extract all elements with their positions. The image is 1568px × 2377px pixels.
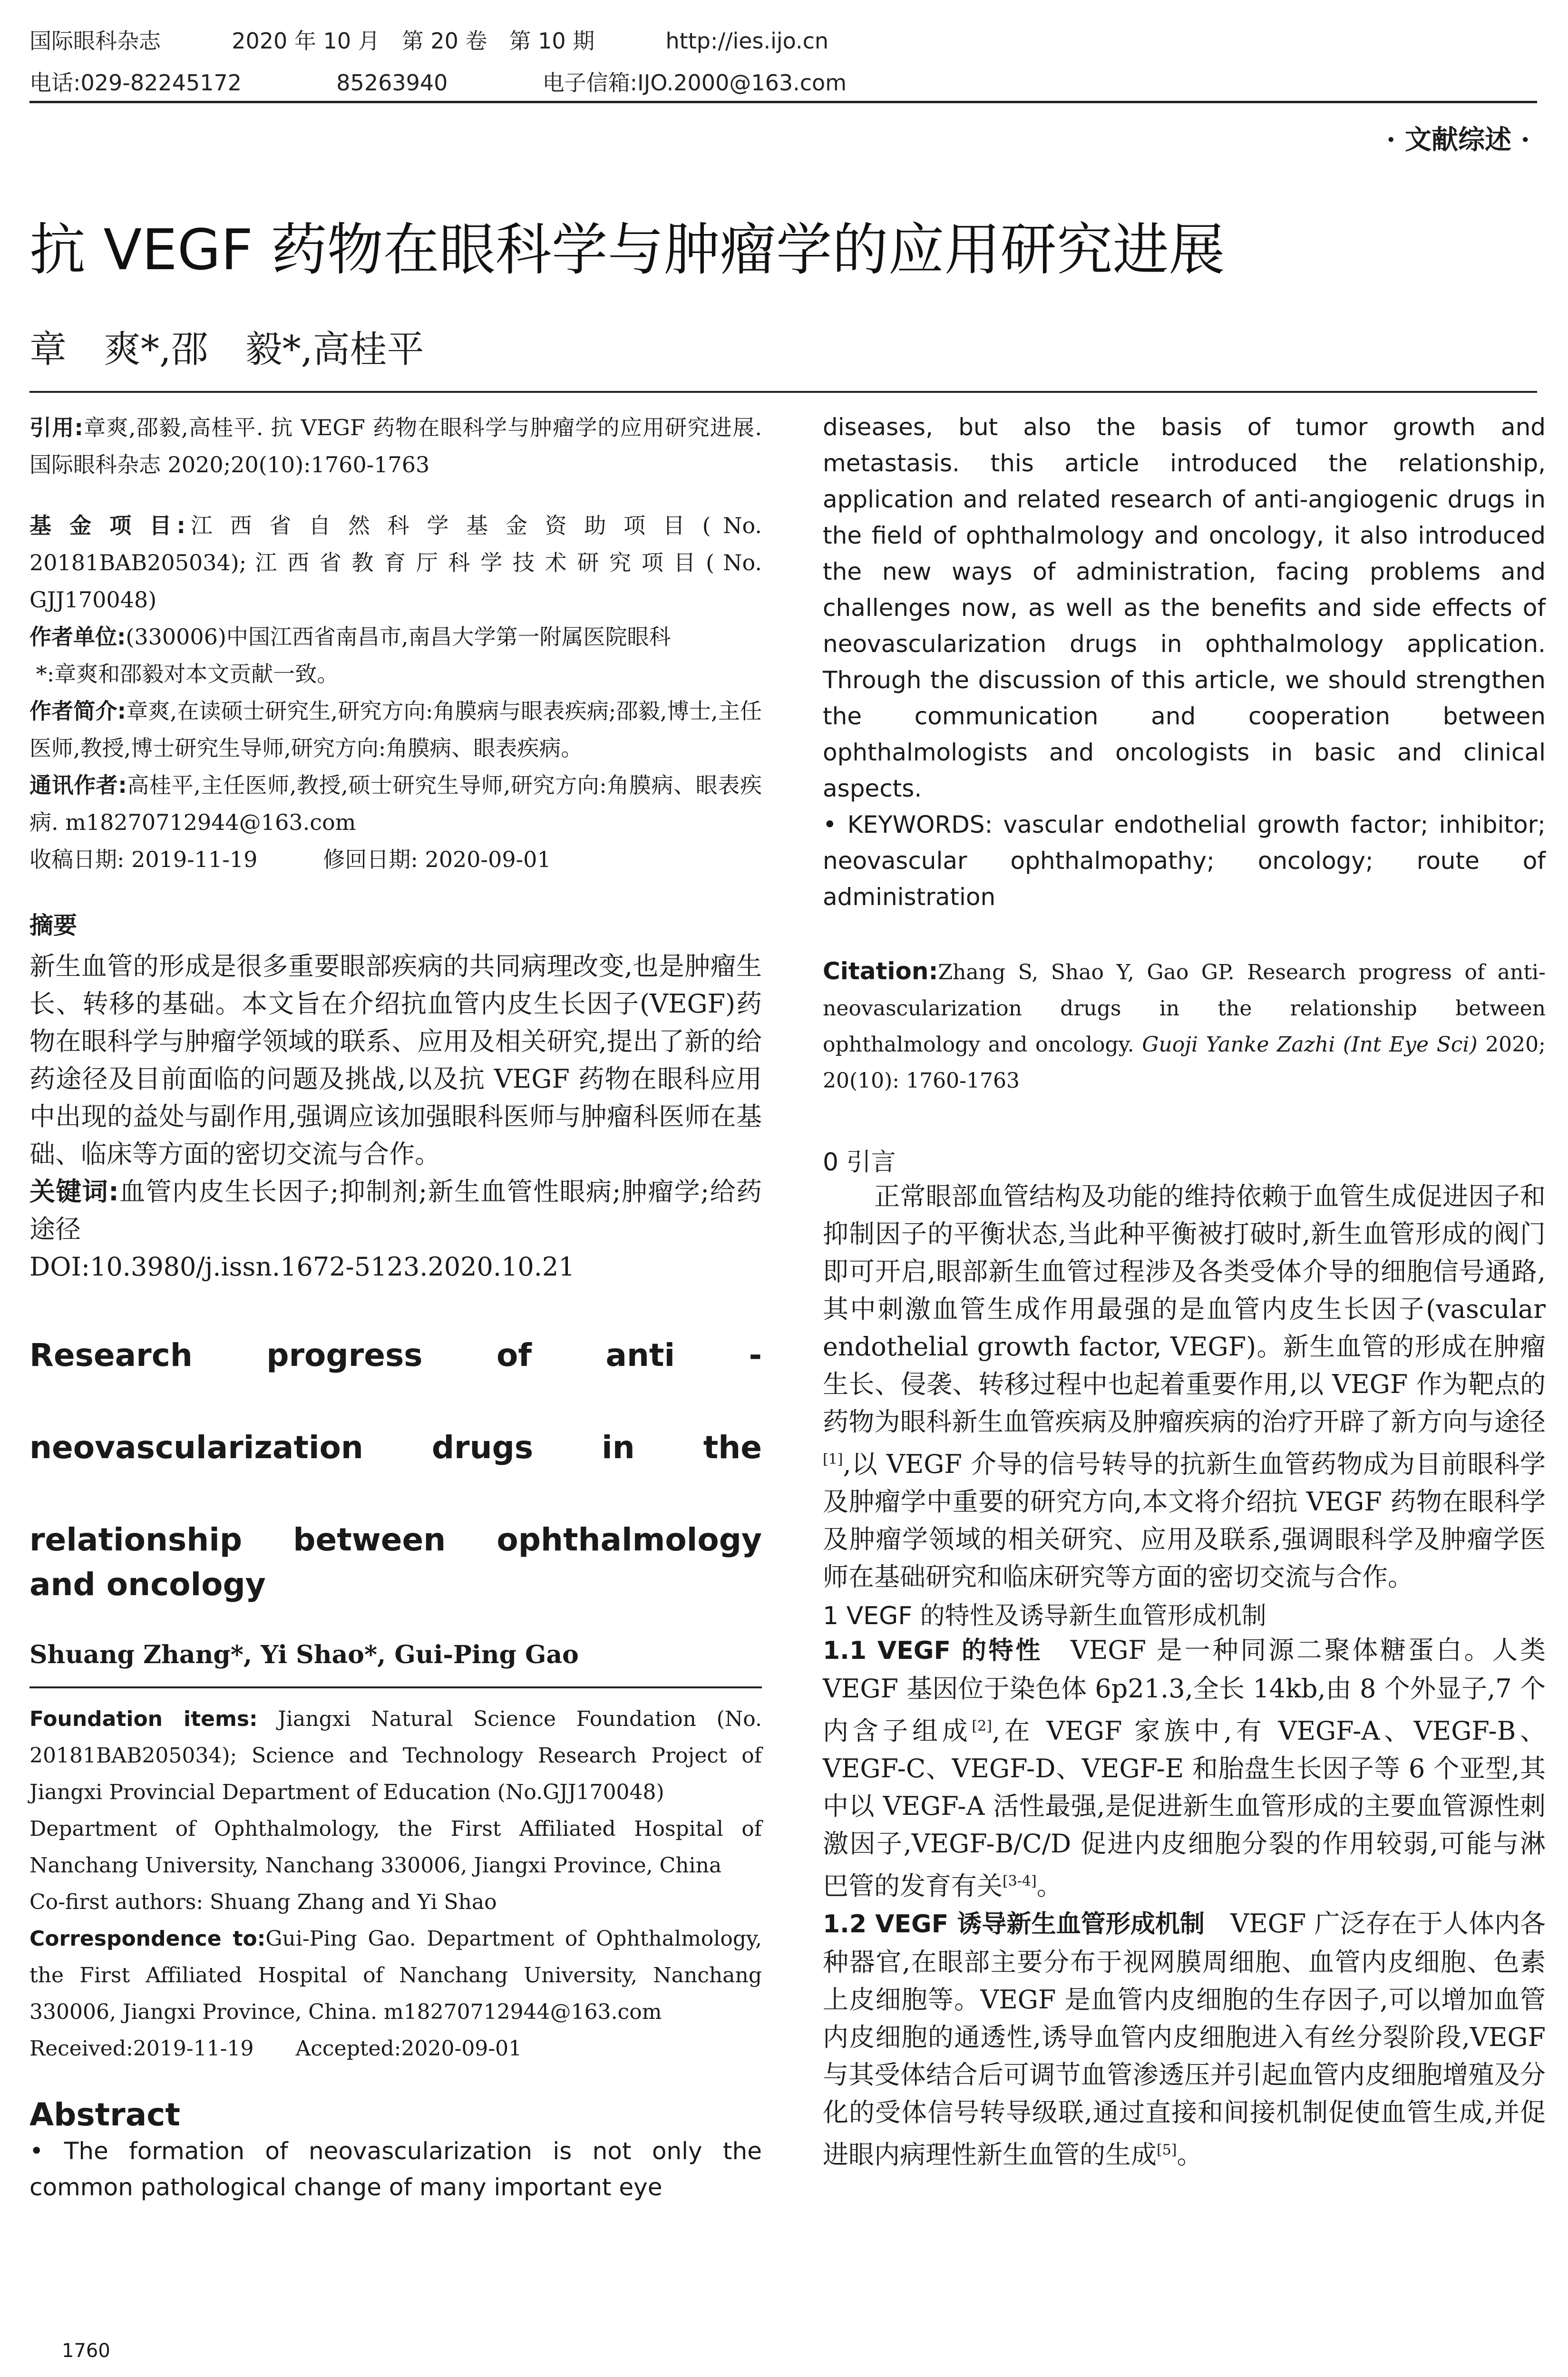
abstract-cn-heading: 摘要 (29, 912, 77, 939)
journal-issue: 2020 年 10 月 第 20 卷 第 10 期 (232, 28, 595, 54)
keywords-cn: 关键词:血管内皮生长因子;抑制剂;新生血管性眼病;肿瘤学;给药途径 (29, 1177, 762, 1244)
en-title-line-4: and oncology (29, 1566, 266, 1603)
title-rule (29, 391, 1537, 393)
abstract-en-start: • The formation of neovascularization is not only the common pathological change of many important eye (29, 2137, 762, 2201)
abstract-en-cont: diseases, but also the basis of tumor growth and metastasis. this article introduced the relationship, application and related research of anti-angiogenic drugs in the field of ophthalmology and oncology, it also introduced the new ways of administration, facing problems and challenges now, as well as the benefits and side effects of neovascularization drugs in ophthalmology application. Through the discussion of this article, we should strengthen the communication and cooperation between ophthalmologists and oncologists in basic and clinical aspects. (823, 413, 1546, 802)
abstract-cn: 新生血管的形成是很多重要眼部疾病的共同病理改变,也是肿瘤生长、转移的基础。本文旨在介绍抗血管内皮生长因子(VEGF)药物在眼科学与肿瘤学领域的联系、应用及相关研究,提出了新的给药途径及目前面临的问题及挑战,以及抗 VEGF 药物在眼科应用中出现的益处与副作用,强调应该加强眼科医师与肿瘤科医师在基础、临床等方面的密切交流与合作。 (29, 951, 762, 1169)
citation-en: Citation:Zhang S, Shao Y, Gao GP. Research progress of anti-neovascularization drugs in the relationship between ophthalmology and oncology. Guoji Yanke Zazhi (Int Eye Sci) 2020; 20(10): 1760-1763 (823, 957, 1546, 1093)
ref-2[interactable]: [2] (972, 1718, 992, 1734)
bio-cn: 作者简介:章爽,在读硕士研究生,研究方向:角膜病与眼表疾病;邵毅,博士,主任医师,教授,博士研究生导师,研究方向:角膜病、眼表疾病。 (29, 698, 762, 761)
authors-rule (29, 1686, 762, 1688)
intro-paragraph: 正常眼部血管结构及功能的维持依赖于血管生成促进因子和抑制因子的平衡状态,当此种平衡被打破时,新生血管形成的阀门即可开启,眼部新生血管过程涉及各类受体介导的细胞信号通路,其中刺激血管生成作用最强的是血管内皮生长因子(vascular endothelial growth factor, VEGF)。新生血管的形成在肿瘤生长、侵袭、转移过程中也起着重要作用,以 VEGF 作为靶点的药物为眼科新生血管疾病及肿瘤疾病的治疗开辟了新方向与途径[1],以 VEGF 介导的信号转导的抗新生血管药物成为目前眼科学及肿瘤学中重要的研究方向,本文将介绍抗 VEGF 药物在眼科学及肿瘤学领域的相关研究、应用及联系,强调眼科学及肿瘤学医师在基础研究和临床研究等方面的密切交流与合作。 (823, 1181, 1546, 1592)
dept-en: Department of Ophthalmology, the First Affiliated Hospital of Nanchang University, Nanchang 330006, Jiangxi Province, China (29, 1817, 762, 1878)
unit-cn: 作者单位:(330006)中国江西省南昌市,南昌大学第一附属医院眼科 (29, 624, 671, 650)
contact-phone: 电话:029-82245172 (29, 70, 242, 96)
page-number: 1760 (62, 2340, 110, 2362)
abstract-en-heading: Abstract (29, 2096, 180, 2133)
en-title-line-1: Research progress of anti - (29, 1337, 762, 1374)
authors-cn: 章 爽*,邵 毅*,高桂平 (29, 328, 424, 371)
fund-cn: 基 金 项 目:江 西 省 自 然 科 学 基 金 资 助 项 目 ( No. 20181BAB205034); 江 西 省 教 育 厅 科 学 技 术 研 究 项 目 ( No. GJJ170048) (29, 513, 762, 613)
corr-en: Correspondence to:Gui-Ping Gao. Department of Ophthalmology, the First Affiliated Hospital of Nanchang University, Nanchang 330006, Jiangxi Province, China. m18270712944@163.com (29, 1927, 762, 2024)
equal-note: *:章爽和邵毅对本文贡献一致。 (36, 661, 339, 687)
journal-name: 国际眼科杂志 (29, 28, 161, 54)
right-column (823, 409, 1546, 2173)
received-cn: 收稿日期: 2019-11-19 修回日期: 2020-09-01 (29, 847, 551, 872)
section-1-1-paragraph: 1.1 VEGF 的特性 VEGF 是一种同源二聚体糖蛋白。人类 VEGF 基因位于染色体 6p21.3,全长 14kb,由 8 个外显子,7 个内含子组成[2],在 VEGF 家族中,有 VEGF-A、VEGF-B、VEGF-C、VEGF-D、VEGF-E 和胎盘生长因子等 6 个亚型,其中以 VEGF-A 活性最强,是促进新生血管形成的主要血管源性刺激因子,VEGF-B/C/D 促进内皮细胞分裂的作用较弱,可能与淋巴管的发育有关[3-4]。 (823, 1635, 1546, 1901)
doi[interactable]: DOI:10.3980/j.issn.1672-5123.2020.10.21 (29, 1252, 575, 1282)
en-title-line-2: neovascularization drugs in the (29, 1429, 762, 1466)
ref-5[interactable]: [5] (1157, 2142, 1177, 2158)
section-1-heading: 1 VEGF 的特性及诱导新生血管形成机制 (823, 1602, 1266, 1630)
journal-header (29, 24, 828, 55)
authors-en: Shuang Zhang*, Yi Shao*, Gui-Ping Gao (29, 1640, 579, 1669)
header-rule (29, 101, 1537, 103)
contact-header (29, 66, 847, 97)
en-title-line-3: relationship between ophthalmology (29, 1521, 762, 1558)
cofirst-en: Co-first authors: Shuang Zhang and Yi Shao (29, 1890, 497, 1914)
corr-cn: 通讯作者:高桂平,主任医师,教授,硕士研究生导师,研究方向:角膜病、眼表疾病. m18270712944@163.com (29, 772, 762, 835)
ref-3-4[interactable]: [3-4] (1003, 1873, 1037, 1890)
received-en: Received:2019-11-19 Accepted:2020-09-01 (29, 2036, 522, 2061)
section-1-1-heading: 1.1 VEGF 的特性 (823, 1637, 1043, 1665)
section-1-2-paragraph: 1.2 VEGF 诱导新生血管形成机制 VEGF 广泛存在于人体内各种器官,在眼部主要分布于视网膜周细胞、血管内皮细胞、色素上皮细胞等。VEGF 是血管内皮细胞的生存因子,可以增加血管内皮细胞的通透性,诱导血管内皮细胞进入有丝分裂阶段,VEGF 与其受体结合后可调节血管渗透压并引起血管内皮细胞增殖及分化的受体信号转导级联,通过直接和间接机制促使血管生成,并促进眼内病理性新生血管的生成[5]。 (823, 1909, 1546, 2170)
article-title: 抗 VEGF 药物在眼科学与肿瘤学的应用研究进展 (29, 217, 1225, 283)
fund-en: Foundation items: Jiangxi Natural Science Foundation (No. 20181BAB205034); Science and Technology Research Project of Jiangxi Provincial Department of Education (No.GJJ170048) (29, 1707, 762, 1804)
journal-url[interactable]: http://ies.ijo.cn (665, 28, 829, 54)
section-0-heading: 0 引言 (823, 1148, 896, 1177)
citation-cn: 引用:章爽,邵毅,高桂平. 抗 VEGF 药物在眼科学与肿瘤学的应用研究进展. 国际眼科杂志 2020;20(10):1760-1763 (29, 415, 762, 477)
section-1-2-heading: 1.2 VEGF 诱导新生血管形成机制 (823, 1910, 1205, 1939)
contact-phone-2: 85263940 (336, 70, 448, 96)
ref-1[interactable]: [1] (823, 1451, 843, 1468)
section-label: · 文献综述 · (1386, 124, 1530, 156)
keywords-en: • KEYWORDS: vascular endothelial growth factor; inhibitor; neovascular ophthalmopathy; oncology; route of administration (823, 811, 1546, 911)
left-column (29, 409, 762, 2205)
contact-email[interactable]: 电子信箱:IJO.2000@163.com (542, 70, 847, 96)
